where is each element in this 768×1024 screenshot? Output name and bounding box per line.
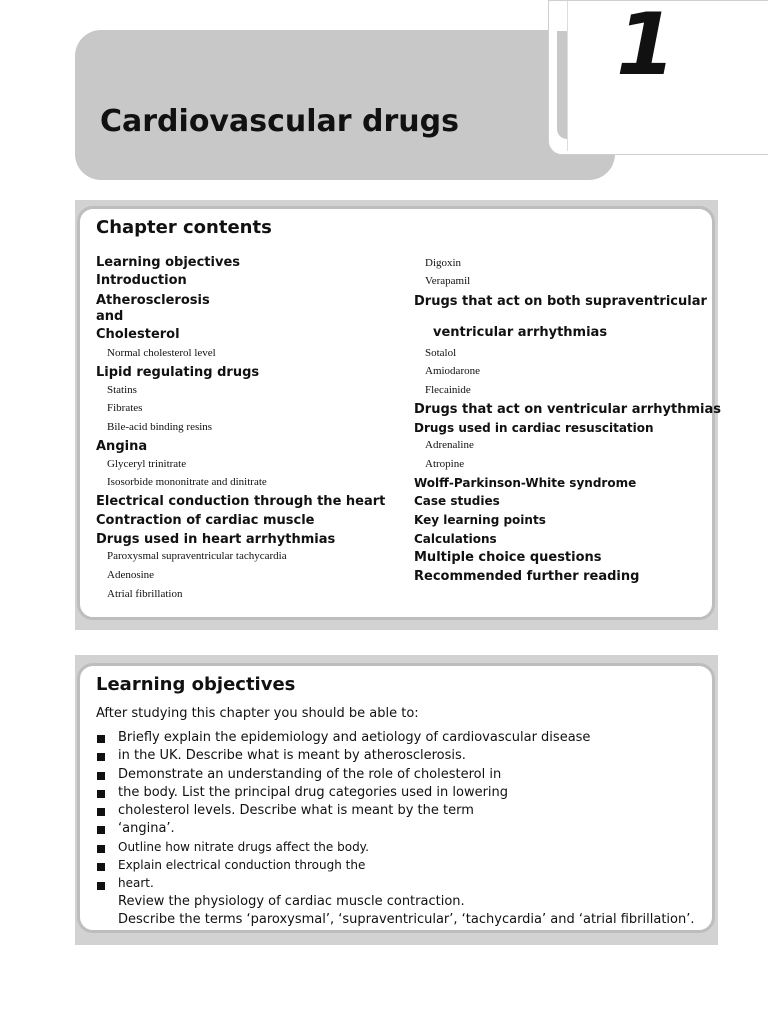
contents-entry: Learning objectives <box>96 255 240 270</box>
chapter-contents-heading: Chapter contents <box>96 217 272 238</box>
contents-entry: Normal cholesterol level <box>107 347 216 359</box>
contents-entry: Sotalol <box>425 347 457 359</box>
contents-entry: Drugs used in heart arrhythmias <box>96 532 336 547</box>
contents-entry: Key learning points <box>414 513 546 527</box>
contents-entry: Paroxysmal supraventricular tachycardia <box>107 550 287 562</box>
contents-entry: Calculations <box>414 532 497 546</box>
contents-entry: Digoxin <box>425 257 462 269</box>
objective-text-line: cholesterol levels. Describe what is meant by the term <box>118 803 474 818</box>
contents-entry: Drugs that act on both supraventricular <box>414 294 707 309</box>
contents-entry: Adrenaline <box>425 439 474 451</box>
contents-entry: Isosorbide mononitrate and dinitrate <box>107 476 267 488</box>
contents-entry: Amiodarone <box>425 365 480 377</box>
contents-entry: Adenosine <box>107 569 155 581</box>
objective-text-line: heart. <box>118 876 154 890</box>
square-bullet-icon <box>97 882 105 890</box>
contents-entry: Introduction <box>96 273 187 288</box>
square-bullet-icon <box>97 808 105 816</box>
contents-entry: Recommended further reading <box>414 569 640 584</box>
contents-entry: Electrical conduction through the heart <box>96 494 386 509</box>
contents-entry: Flecainide <box>425 384 471 396</box>
objective-text-line: ‘angina’. <box>118 821 175 836</box>
square-bullet-icon <box>97 826 105 834</box>
objective-text-line: Describe the terms ‘paroxysmal’, ‘supraventricular’, ‘tachycardia’ and ‘atrial fibrillation’. <box>118 912 695 927</box>
square-bullet-icon <box>97 863 105 871</box>
contents-entry: and <box>96 309 124 324</box>
contents-entry: Fibrates <box>107 402 143 414</box>
contents-entry: Glyceryl trinitrate <box>107 458 187 470</box>
contents-entry: Lipid regulating drugs <box>96 365 260 380</box>
contents-entry: ventricular arrhythmias <box>433 325 608 340</box>
objective-text-line: Outline how nitrate drugs affect the body. <box>118 840 369 854</box>
objective-text-line: Briefly explain the epidemiology and aetiology of cardiovascular disease <box>118 730 591 745</box>
square-bullet-icon <box>97 735 105 743</box>
contents-entry: Multiple choice questions <box>414 550 602 565</box>
square-bullet-icon <box>97 753 105 761</box>
contents-entry: Case studies <box>414 494 500 508</box>
square-bullet-icon <box>97 845 105 853</box>
objective-text-line: in the UK. Describe what is meant by atherosclerosis. <box>118 748 466 763</box>
objective-text-line: Demonstrate an understanding of the role of cholesterol in <box>118 767 502 782</box>
objective-text-line: the body. List the principal drug categories used in lowering <box>118 785 509 800</box>
objective-text-line: Review the physiology of cardiac muscle contraction. <box>118 894 465 909</box>
contents-entry: Contraction of cardiac muscle <box>96 513 315 528</box>
square-bullet-icon <box>97 790 105 798</box>
chapter-title: Cardiovascular drugs <box>100 104 459 139</box>
contents-entry: Atropine <box>425 458 465 470</box>
learning-objectives-intro: After studying this chapter you should be able to: <box>96 706 419 721</box>
learning-objectives-heading: Learning objectives <box>96 674 296 695</box>
objective-text-line: Explain electrical conduction through the <box>118 858 366 872</box>
chapter-number: 1 <box>616 0 676 95</box>
contents-entry: Drugs that act on ventricular arrhythmias <box>414 402 721 417</box>
contents-entry: Statins <box>107 384 137 396</box>
contents-entry: Cholesterol <box>96 327 180 342</box>
contents-entry: Atrial fibrillation <box>107 588 183 600</box>
contents-entry: Wolff-Parkinson-White syndrome <box>414 476 637 490</box>
contents-entry: Bile-acid binding resins <box>107 421 213 433</box>
contents-entry: Verapamil <box>425 275 471 287</box>
square-bullet-icon <box>97 772 105 780</box>
contents-entry: Drugs used in cardiac resuscitation <box>414 421 654 435</box>
contents-entry: Angina <box>96 439 148 454</box>
contents-entry: Atherosclerosis <box>96 293 210 308</box>
